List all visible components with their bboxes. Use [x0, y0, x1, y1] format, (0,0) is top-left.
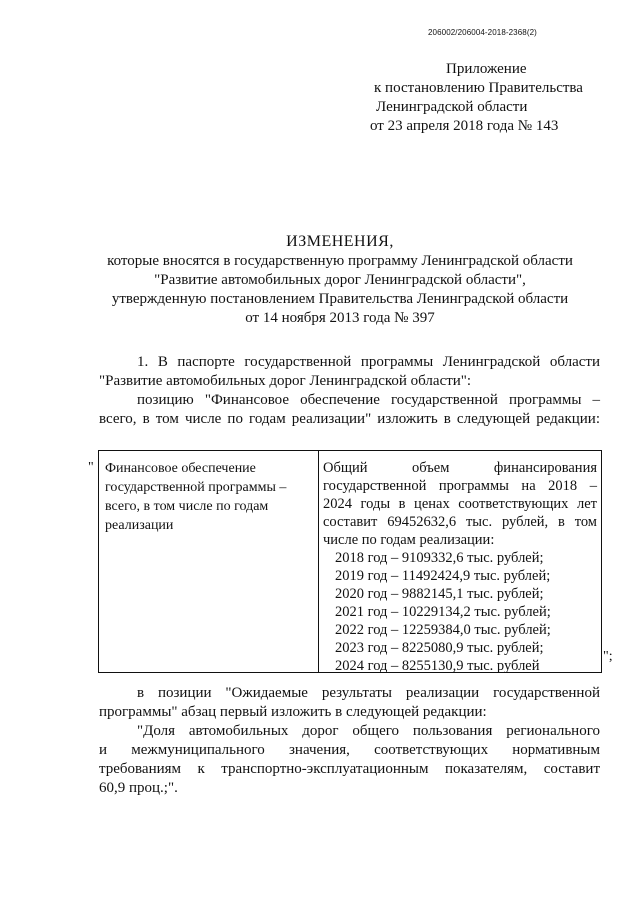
year-amount: 2018 год – 9109332,6 тыс. рублей;	[335, 550, 544, 566]
text-line: числе по годам реализации:	[323, 532, 495, 548]
text-line: всего, в том числе по годам реализации" изложить в следующей редакции:	[99, 411, 600, 427]
document-code: 206002/206004-2018-2368(2)	[428, 28, 537, 37]
text-line: программы" абзац первый изложить в следующей редакции:	[99, 704, 487, 720]
text-line: и межмуниципального значения, соответствующих нормативным	[99, 742, 600, 758]
heading-line: которые вносятся в государственную программу Ленинградской области	[107, 253, 573, 269]
appendix-block	[370, 60, 583, 136]
text-line: Финансовое обеспечение	[105, 461, 256, 476]
text-line: реализации	[105, 518, 174, 533]
text-line: в позиции "Ожидаемые результаты реализации государственной	[137, 685, 600, 701]
text-line: государственной программы –	[105, 480, 287, 495]
appendix-title: Приложение	[446, 61, 527, 77]
heading-line: утвержденную постановлением Правительства Ленинградской области	[111, 291, 569, 307]
text-line: государственной программы на 2018 –	[323, 478, 597, 494]
quote-close-mark: ";	[603, 649, 613, 664]
finance-table	[98, 450, 602, 673]
heading-block	[80, 232, 600, 328]
table-label-cell	[99, 451, 319, 672]
text-line: позицию "Финансовое обеспечение государственной программы –	[137, 392, 600, 408]
heading-line: "Развитие автомобильных дорог Ленинградской области",	[154, 272, 526, 288]
year-amount: 2024 год – 8255130,9 тыс. рублей	[335, 658, 540, 674]
year-amount: 2022 год – 12259384,0 тыс. рублей;	[335, 622, 551, 638]
year-amount: 2019 год – 11492424,9 тыс. рублей;	[335, 568, 551, 584]
text-line: "Доля автомобильных дорог общего пользования регионального	[137, 723, 600, 739]
heading-line: от 14 ноября 2013 года № 397	[245, 310, 435, 326]
text-line: Общий объем финансирования	[323, 460, 597, 476]
text-line: требованиям к транспортно-эксплуатационным показателям, составит	[99, 761, 600, 777]
text-line: "Развитие автомобильных дорог Ленинградской области":	[99, 373, 472, 389]
section-2	[99, 684, 600, 798]
year-amount: 2021 год – 10229134,2 тыс. рублей;	[335, 604, 551, 620]
section-1	[99, 353, 600, 429]
year-amount: 2020 год – 9882145,1 тыс. рублей;	[335, 586, 544, 602]
text-line: 2024 годы в ценах соответствующих лет	[323, 496, 597, 512]
year-amount: 2023 год – 8225080,9 тыс. рублей;	[335, 640, 544, 656]
quote-open-mark: "	[88, 460, 94, 475]
heading-title: ИЗМЕНЕНИЯ,	[286, 233, 394, 250]
text-line: 1. В паспорте государственной программы Ленинградской области	[137, 354, 600, 370]
appendix-line: Ленинградской области	[376, 99, 528, 115]
appendix-date: от 23 апреля 2018 года № 143	[370, 118, 559, 134]
text-line: составит 69452632,6 тыс. рублей, в том	[323, 514, 597, 530]
table-value-cell	[319, 451, 601, 672]
text-line: 60,9 проц.;".	[99, 780, 178, 796]
text-line: всего, в том числе по годам	[105, 499, 269, 514]
appendix-line: к постановлению Правительства	[374, 80, 583, 96]
